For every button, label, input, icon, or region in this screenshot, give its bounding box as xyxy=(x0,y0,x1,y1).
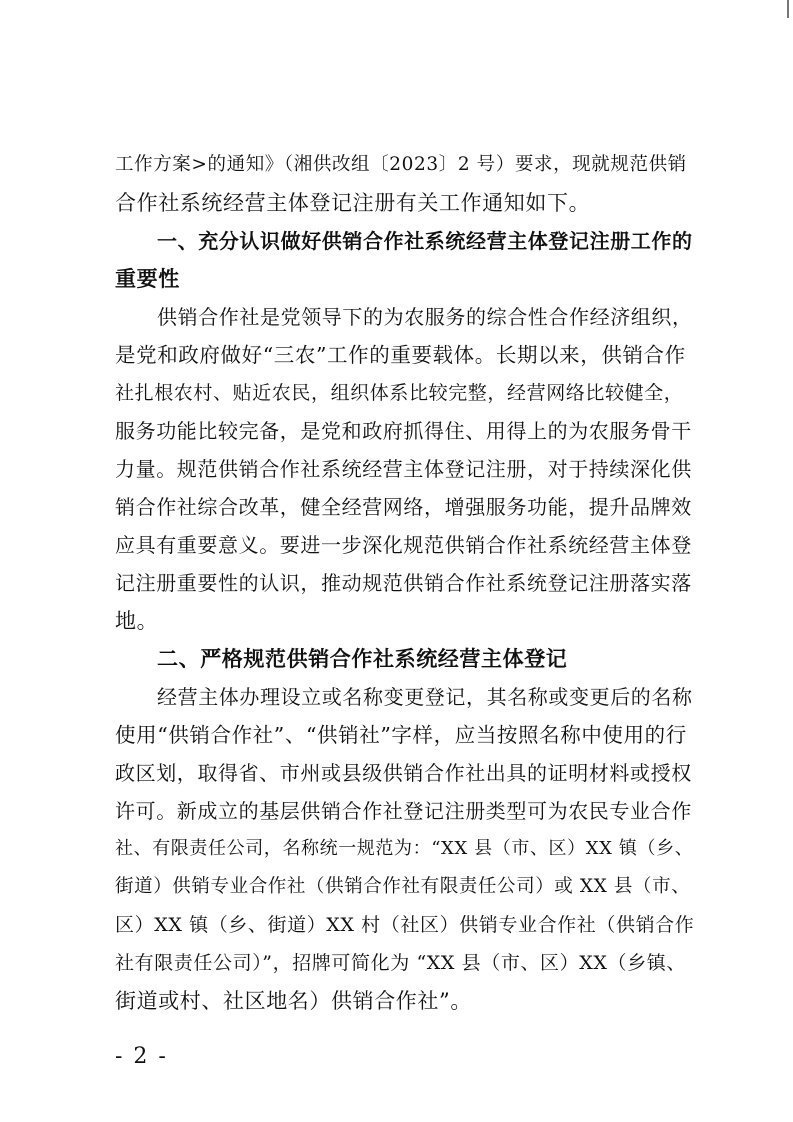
paragraph-line: 应具有重要意义。要进一步深化规范供销合作社系统经营主体登 xyxy=(115,533,692,557)
section-heading-line: 一、充分认识做好供销合作社系统经营主体登记注册工作的 xyxy=(157,229,693,253)
paragraph-line: 地。 xyxy=(115,609,159,633)
paragraph-line: 是党和政府做好“三农”工作的重要载体。长期以来，供销合作 xyxy=(115,343,686,367)
paragraph-line: 销合作社综合改革，健全经营网络，增强服务功能，提升品牌效 xyxy=(115,495,692,519)
scan-edge-mark xyxy=(787,0,789,18)
document-body xyxy=(115,146,695,1020)
paragraph-line: 街道或村、社区地名）供销合作社”。 xyxy=(115,989,472,1013)
paragraph-line: 社、有限责任公司，名称统一规范为：“XX 县（市、区）XX 镇（乡、 xyxy=(115,838,694,859)
paragraph-line: 区）XX 镇（乡、街道）XX 村（社区）供销专业合作社（供销合作 xyxy=(115,914,695,936)
paragraph-line: 力量。规范供销合作社系统经营主体登记注册，对于持续深化供 xyxy=(115,457,692,481)
paragraph-line: 社有限责任公司）”，招牌可简化为 “XX 县（市、区）XX（乡镇、 xyxy=(115,952,686,974)
paragraph-line: 许可。新成立的基层供销合作社登记注册类型可为农民专业合作 xyxy=(115,799,692,823)
paragraph-line: 服务功能比较完备，是党和政府抓得住、用得上的为农服务骨干 xyxy=(115,419,692,443)
paragraph-line: 供销合作社是党领导下的为农服务的综合性合作经济组织， xyxy=(157,305,693,329)
paragraph-line: 使用“供销合作社”、“供销社”字样，应当按照名称中使用的行 xyxy=(115,723,687,747)
section-heading-line: 重要性 xyxy=(115,267,180,291)
paragraph-line: 政区划，取得省、市州或县级供销合作社出具的证明材料或授权 xyxy=(115,761,692,785)
paragraph-line: 街道）供销专业合作社（供销合作社有限责任公司）或 XX 县（市、 xyxy=(115,876,691,897)
section-heading-line: 二、严格规范供销合作社系统经营主体登记 xyxy=(157,647,568,671)
paragraph-line: 记注册重要性的认识，推动规范供销合作社系统登记注册落实落 xyxy=(115,571,692,595)
paragraph-line: 社扎根农村、贴近农民，组织体系比较完整，经营网络比较健全， xyxy=(115,382,684,404)
paragraph-line: 经营主体办理设立或名称变更登记，其名称或变更后的名称 xyxy=(157,685,693,709)
paragraph-line: 合作社系统经营主体登记注册有关工作通知如下。 xyxy=(115,191,591,215)
paragraph-line: 工作方案>的通知》（湘供改组〔2023〕2 号）要求，现就规范供销 xyxy=(115,154,687,175)
page-number: - 2 - xyxy=(115,1044,168,1069)
